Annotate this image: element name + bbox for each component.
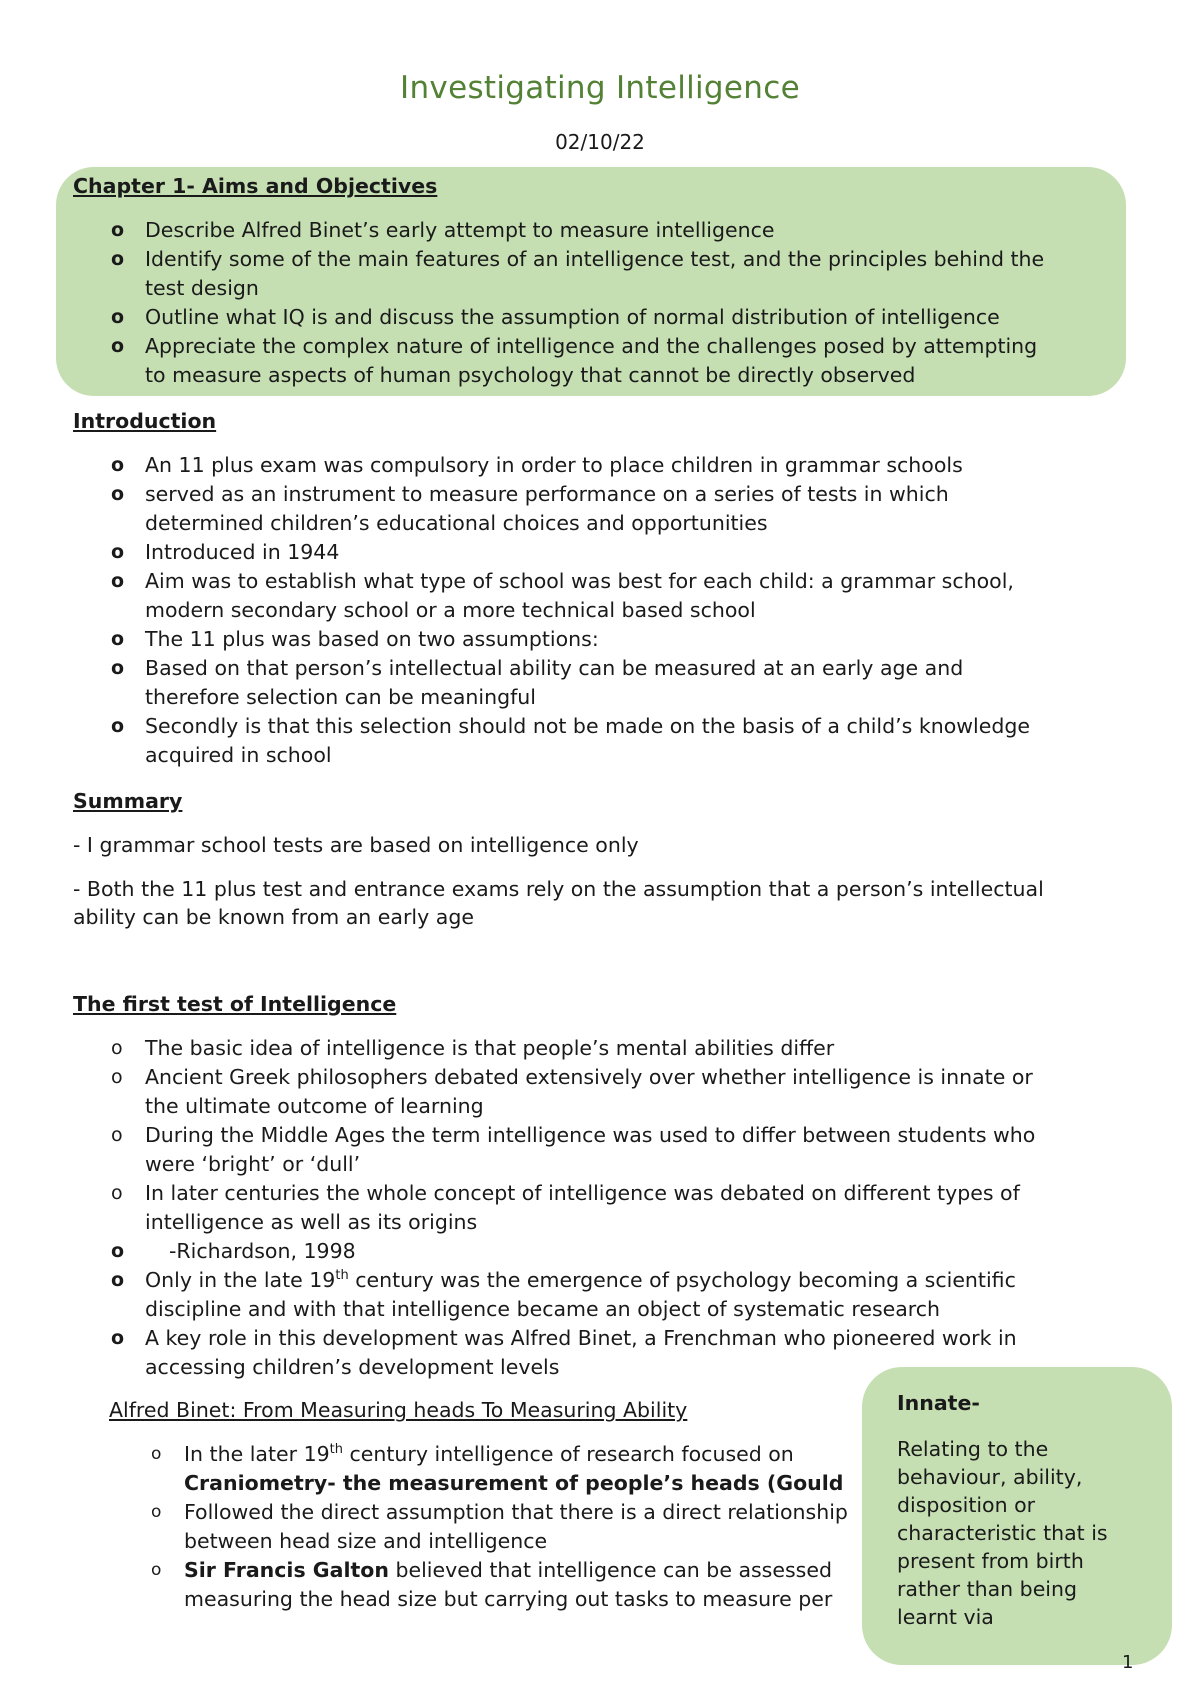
first-test-heading: The first test of Intelligence <box>73 992 397 1016</box>
bullet-icon: o <box>111 454 125 476</box>
bullet-icon: o <box>111 1037 123 1059</box>
list-item: o Followed the direct assumption that there is a direct relationship between head size and intelligence <box>151 1500 848 1553</box>
list-item: o Sir Francis Galton believed that intelligence can be assessed measuring the head size but carrying out tasks to measure per <box>151 1558 833 1611</box>
list-item: o In the later 19th century intelligence of research focused on Craniometry- the measurement of people’s heads (Gould <box>151 1442 844 1495</box>
list-item: o The 11 plus was based on two assumptions: <box>73 625 1030 654</box>
list-item: o Based on that person’s intellectual ability can be measured at an early age and therefore selection can be meaningful <box>111 656 964 709</box>
summary-paragraph: - Both the 11 plus test and entrance exams rely on the assumption that a person’s intellectual ability can be known from an early age <box>73 877 1044 929</box>
list-item: o Describe Alfred Binet’s early attempt to measure intelligence <box>73 216 1044 245</box>
bullet-icon: o <box>111 657 125 679</box>
bullet-icon: o <box>111 335 125 357</box>
bullet-icon: o <box>151 1560 162 1580</box>
bullet-icon: o <box>151 1444 162 1464</box>
binet-list <box>109 1440 848 1614</box>
first-test-list <box>73 1034 1035 1382</box>
list-item: o During the Middle Ages the term intelligence was used to differ between students who were ‘bright’ or ‘dull’ <box>111 1123 1036 1176</box>
bullet-icon: o <box>111 1066 123 1088</box>
list-item: o The basic idea of intelligence is that people’s mental abilities differ <box>73 1034 1035 1063</box>
bullet-icon: o <box>111 1269 125 1291</box>
page-title: Investigating Intelligence <box>400 70 800 106</box>
bullet-icon: o <box>111 1327 125 1349</box>
bullet-icon: o <box>151 1502 162 1522</box>
bullet-icon: o <box>111 219 125 241</box>
list-item: o In later centuries the whole concept of intelligence was debated on different types of intelligence as well as its origins <box>111 1181 1020 1234</box>
bullet-icon: o <box>111 306 125 328</box>
innate-definition: Relating to the behaviour, ability, disposition or characteristic that is present from birth rather than being learnt via <box>897 1437 1108 1629</box>
list-item: o -Richardson, 1998 <box>73 1237 1035 1266</box>
list-item: o Appreciate the complex nature of intelligence and the challenges posed by attempting to measure aspects of human psychology that cannot be directly observed <box>111 334 1038 387</box>
binet-subheading: Alfred Binet: From Measuring heads To Measuring Ability <box>109 1398 688 1422</box>
bullet-icon: o <box>111 1182 123 1204</box>
bullet-icon: o <box>111 628 125 650</box>
bullet-icon: o <box>111 1240 125 1262</box>
innate-title: Innate- <box>897 1391 980 1415</box>
summary-heading: Summary <box>73 789 183 813</box>
list-item: o Ancient Greek philosophers debated extensively over whether intelligence is innate or the ultimate outcome of learning <box>111 1065 1033 1118</box>
bullet-icon: o <box>111 483 125 505</box>
list-item: o A key role in this development was Alfred Binet, a Frenchman who pioneered work in accessing children’s development levels <box>111 1326 1017 1379</box>
bullet-icon: o <box>111 248 125 270</box>
bullet-icon: o <box>111 541 125 563</box>
aims-list <box>73 216 1044 390</box>
list-item: o An 11 plus exam was compulsory in order to place children in grammar schools <box>73 451 1030 480</box>
list-item: o Only in the late 19th century was the emergence of psychology becoming a scientific discipline and with that intelligence became an object of systematic research <box>111 1268 1016 1321</box>
bullet-icon: o <box>111 570 125 592</box>
bullet-icon: o <box>111 715 125 737</box>
summary-line: - I grammar school tests are based on intelligence only <box>73 833 639 857</box>
list-item: o Introduced in 1944 <box>73 538 1030 567</box>
aims-heading: Chapter 1- Aims and Objectives <box>73 174 438 198</box>
introduction-heading: Introduction <box>73 409 217 433</box>
list-item: o Secondly is that this selection should not be made on the basis of a child’s knowledge acquired in school <box>111 714 1030 767</box>
list-item: o served as an instrument to measure performance on a series of tests in which determined children’s educational choices and opportunities <box>111 482 949 535</box>
list-item: o Aim was to establish what type of school was best for each child: a grammar school, modern secondary school or a more technical based school <box>111 569 1014 622</box>
page-date: 02/10/22 <box>555 130 645 154</box>
introduction-list <box>73 451 1030 770</box>
list-item: o Outline what IQ is and discuss the assumption of normal distribution of intelligence <box>73 303 1044 332</box>
page-number: 1 <box>1122 1652 1134 1673</box>
bullet-icon: o <box>111 1124 123 1146</box>
list-item: o Identify some of the main features of an intelligence test, and the principles behind the test design <box>111 247 1045 300</box>
innate-definition-box <box>862 1367 1172 1665</box>
